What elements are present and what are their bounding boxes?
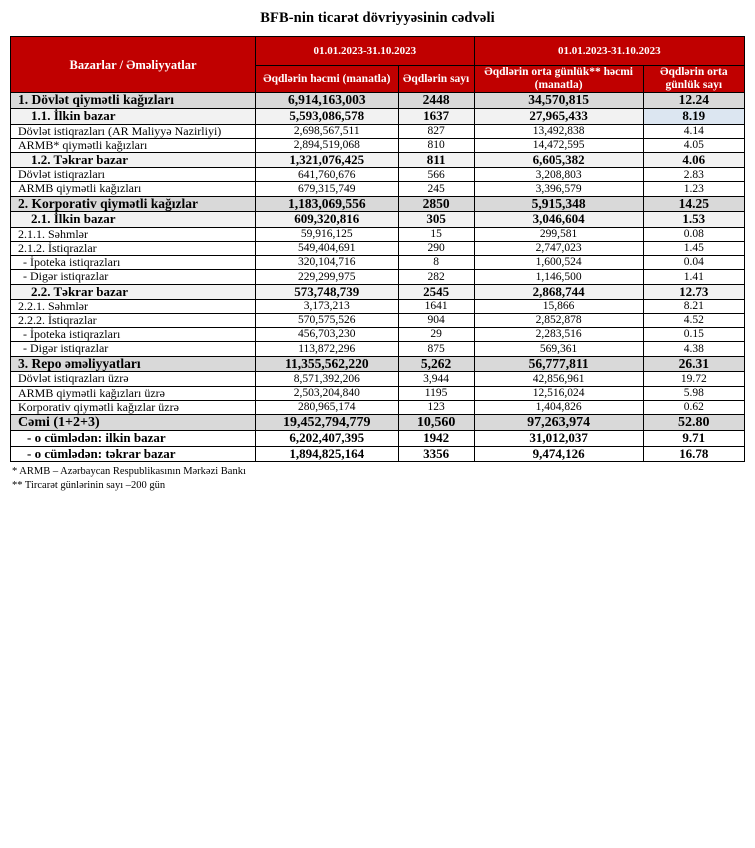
cell-avg-daily-volume: 13,492,838 [474, 124, 643, 138]
cell-avg-daily-volume: 6,605,382 [474, 152, 643, 167]
row-label: - o cümlədən: ilkin bazar [11, 431, 256, 446]
table-row [11, 152, 745, 167]
cell-avg-daily-volume: 34,570,815 [474, 93, 643, 109]
cell-avg-daily-volume: 5,915,348 [474, 196, 643, 212]
cell-avg-daily-volume: 15,866 [474, 299, 643, 313]
cell-volume: 1,183,069,556 [256, 196, 399, 212]
cell-volume: 573,748,739 [256, 284, 399, 299]
cell-volume: 113,872,296 [256, 342, 399, 356]
cell-avg-daily-count: 1.23 [643, 182, 744, 196]
table-row [11, 124, 745, 138]
table-row [11, 342, 745, 356]
cell-count: 1637 [398, 109, 474, 124]
cell-avg-daily-volume: 299,581 [474, 227, 643, 241]
table-row [11, 241, 745, 255]
cell-avg-daily-volume: 1,600,524 [474, 256, 643, 270]
cell-count: 1195 [398, 386, 474, 400]
table-row [11, 400, 745, 414]
cell-avg-daily-count: 52.80 [643, 414, 744, 430]
row-label: 1. Dövlət qiymətli kağızları [11, 93, 256, 109]
header-col-avg-daily-count: Əqdlərin orta günlük sayı [643, 66, 744, 93]
cell-avg-daily-volume: 2,747,023 [474, 241, 643, 255]
row-label: 2.1.1. Səhmlər [11, 227, 256, 241]
cell-count: 10,560 [398, 414, 474, 430]
row-label: Korporativ qiymətli kağızlar üzrə [11, 400, 256, 414]
cell-count: 810 [398, 138, 474, 152]
cell-volume: 280,965,174 [256, 400, 399, 414]
table-row [11, 372, 745, 386]
cell-avg-daily-count: 9.71 [643, 431, 744, 446]
cell-avg-daily-count: 8.21 [643, 299, 744, 313]
cell-avg-daily-count: 4.38 [643, 342, 744, 356]
cell-count: 245 [398, 182, 474, 196]
cell-avg-daily-count: 0.15 [643, 328, 744, 342]
cell-volume: 456,703,230 [256, 328, 399, 342]
table-row [11, 138, 745, 152]
table-row [11, 284, 745, 299]
cell-count: 566 [398, 168, 474, 182]
row-label: 2.2.2. İstiqrazlar [11, 314, 256, 328]
cell-count: 305 [398, 212, 474, 227]
cell-count: 2448 [398, 93, 474, 109]
cell-avg-daily-count: 2.83 [643, 168, 744, 182]
cell-volume: 1,321,076,425 [256, 152, 399, 167]
row-label: Dövlət istiqrazları üzrə [11, 372, 256, 386]
cell-count: 290 [398, 241, 474, 255]
cell-avg-daily-count: 12.24 [643, 93, 744, 109]
cell-avg-daily-count: 12.73 [643, 284, 744, 299]
table-row [11, 168, 745, 182]
table-row [11, 414, 745, 430]
cell-avg-daily-volume: 27,965,433 [474, 109, 643, 124]
cell-volume: 8,571,392,206 [256, 372, 399, 386]
table-row [11, 93, 745, 109]
cell-avg-daily-count: 4.14 [643, 124, 744, 138]
header-row-label: Bazarlar / Əməliyyatlar [11, 37, 256, 93]
cell-avg-daily-volume: 2,868,744 [474, 284, 643, 299]
cell-avg-daily-count: 4.05 [643, 138, 744, 152]
cell-count: 904 [398, 314, 474, 328]
table-row [11, 227, 745, 241]
cell-avg-daily-volume: 14,472,595 [474, 138, 643, 152]
header-col-volume: Əqdlərin həcmi (manatla) [256, 66, 399, 93]
row-label: 1.1. İlkin bazar [11, 109, 256, 124]
cell-avg-daily-count: 1.53 [643, 212, 744, 227]
row-label: 1.2. Təkrar bazar [11, 152, 256, 167]
header-group-2: 01.01.2023-31.10.2023 [474, 37, 744, 66]
cell-count: 1641 [398, 299, 474, 313]
cell-volume: 19,452,794,779 [256, 414, 399, 430]
table-row [11, 196, 745, 212]
cell-count: 2850 [398, 196, 474, 212]
table-row [11, 431, 745, 446]
cell-avg-daily-volume: 97,263,974 [474, 414, 643, 430]
cell-avg-daily-count: 5.98 [643, 386, 744, 400]
cell-avg-daily-count: 1.45 [643, 241, 744, 255]
cell-volume: 609,320,816 [256, 212, 399, 227]
cell-avg-daily-volume: 569,361 [474, 342, 643, 356]
footnotes [10, 465, 745, 492]
table-row [11, 212, 745, 227]
cell-avg-daily-count: 26.31 [643, 356, 744, 372]
cell-count: 123 [398, 400, 474, 414]
cell-avg-daily-count: 4.06 [643, 152, 744, 167]
cell-volume: 2,698,567,511 [256, 124, 399, 138]
row-label: - Digər istiqrazlar [11, 342, 256, 356]
cell-avg-daily-volume: 9,474,126 [474, 446, 643, 461]
cell-volume: 59,916,125 [256, 227, 399, 241]
cell-avg-daily-volume: 2,852,878 [474, 314, 643, 328]
row-label: 2.2. Təkrar bazar [11, 284, 256, 299]
cell-volume: 2,894,519,068 [256, 138, 399, 152]
cell-count: 2545 [398, 284, 474, 299]
cell-volume: 11,355,562,220 [256, 356, 399, 372]
cell-volume: 6,202,407,395 [256, 431, 399, 446]
row-label: Dövlət istiqrazları (AR Maliyyə Nazirliyi) [11, 124, 256, 138]
row-label: - İpoteka istiqrazları [11, 256, 256, 270]
cell-count: 1942 [398, 431, 474, 446]
row-label: 2.1.2. İstiqrazlar [11, 241, 256, 255]
cell-count: 15 [398, 227, 474, 241]
row-label: 2.1. İlkin bazar [11, 212, 256, 227]
table-header [11, 37, 745, 93]
header-col-count: Əqdlərin sayı [398, 66, 474, 93]
table-row [11, 386, 745, 400]
trade-turnover-table [10, 36, 745, 462]
table-body [11, 93, 745, 462]
row-label: Dövlət istiqrazları [11, 168, 256, 182]
row-label: 3. Repo əməliyyatları [11, 356, 256, 372]
footnote-1: * ARMB – Azərbaycan Respublikasının Mərkəzi Bankı [12, 465, 246, 477]
cell-volume: 679,315,749 [256, 182, 399, 196]
row-label: - o cümlədən: təkrar bazar [11, 446, 256, 461]
row-label: 2.2.1. Səhmlər [11, 299, 256, 313]
cell-volume: 6,914,163,003 [256, 93, 399, 109]
cell-avg-daily-volume: 3,396,579 [474, 182, 643, 196]
row-label: - İpoteka istiqrazları [11, 328, 256, 342]
cell-avg-daily-volume: 3,208,803 [474, 168, 643, 182]
page-title: BFB-nin ticarət dövriyyəsinin cədvəli [260, 10, 495, 26]
cell-avg-daily-volume: 2,283,516 [474, 328, 643, 342]
cell-count: 875 [398, 342, 474, 356]
row-label: ARMB qiymətli kağızları [11, 182, 256, 196]
cell-volume: 641,760,676 [256, 168, 399, 182]
cell-avg-daily-count: 1.41 [643, 270, 744, 284]
cell-volume: 5,593,086,578 [256, 109, 399, 124]
cell-volume: 1,894,825,164 [256, 446, 399, 461]
cell-count: 8 [398, 256, 474, 270]
table-header-group-row [11, 37, 745, 66]
cell-avg-daily-volume: 31,012,037 [474, 431, 643, 446]
cell-avg-daily-volume: 56,777,811 [474, 356, 643, 372]
cell-avg-daily-count: 0.04 [643, 256, 744, 270]
table-row [11, 446, 745, 461]
cell-avg-daily-volume: 3,046,604 [474, 212, 643, 227]
row-label: - Digər istiqrazlar [11, 270, 256, 284]
table-row [11, 182, 745, 196]
row-label: 2. Korporativ qiymətli kağızlar [11, 196, 256, 212]
cell-count: 811 [398, 152, 474, 167]
cell-avg-daily-count: 0.62 [643, 400, 744, 414]
footnote-2: ** Tircarət günlərinin sayı –200 gün [12, 479, 166, 491]
table-row [11, 109, 745, 124]
header-group-1: 01.01.2023-31.10.2023 [256, 37, 475, 66]
cell-count: 3356 [398, 446, 474, 461]
cell-count: 29 [398, 328, 474, 342]
cell-avg-daily-count: 8.19 [643, 109, 744, 124]
cell-avg-daily-volume: 1,404,826 [474, 400, 643, 414]
cell-volume: 320,104,716 [256, 256, 399, 270]
table-row [11, 270, 745, 284]
table-row [11, 356, 745, 372]
cell-avg-daily-count: 14.25 [643, 196, 744, 212]
cell-count: 3,944 [398, 372, 474, 386]
cell-volume: 570,575,526 [256, 314, 399, 328]
cell-volume: 549,404,691 [256, 241, 399, 255]
cell-avg-daily-count: 16.78 [643, 446, 744, 461]
header-col-avg-daily-volume: Əqdlərin orta günlük** həcmi (manatla) [474, 66, 643, 93]
table-row [11, 256, 745, 270]
cell-avg-daily-volume: 42,856,961 [474, 372, 643, 386]
table-row [11, 299, 745, 313]
cell-avg-daily-count: 4.52 [643, 314, 744, 328]
cell-count: 827 [398, 124, 474, 138]
cell-count: 5,262 [398, 356, 474, 372]
table-row [11, 328, 745, 342]
cell-avg-daily-count: 19.72 [643, 372, 744, 386]
cell-avg-daily-volume: 12,516,024 [474, 386, 643, 400]
row-label: ARMB* qiymətli kağızları [11, 138, 256, 152]
row-label: ARMB qiymətli kağızları üzrə [11, 386, 256, 400]
cell-avg-daily-volume: 1,146,500 [474, 270, 643, 284]
row-label: Cəmi (1+2+3) [11, 414, 256, 430]
cell-volume: 2,503,204,840 [256, 386, 399, 400]
cell-count: 282 [398, 270, 474, 284]
table-row [11, 314, 745, 328]
cell-volume: 229,299,975 [256, 270, 399, 284]
cell-volume: 3,173,213 [256, 299, 399, 313]
cell-avg-daily-count: 0.08 [643, 227, 744, 241]
